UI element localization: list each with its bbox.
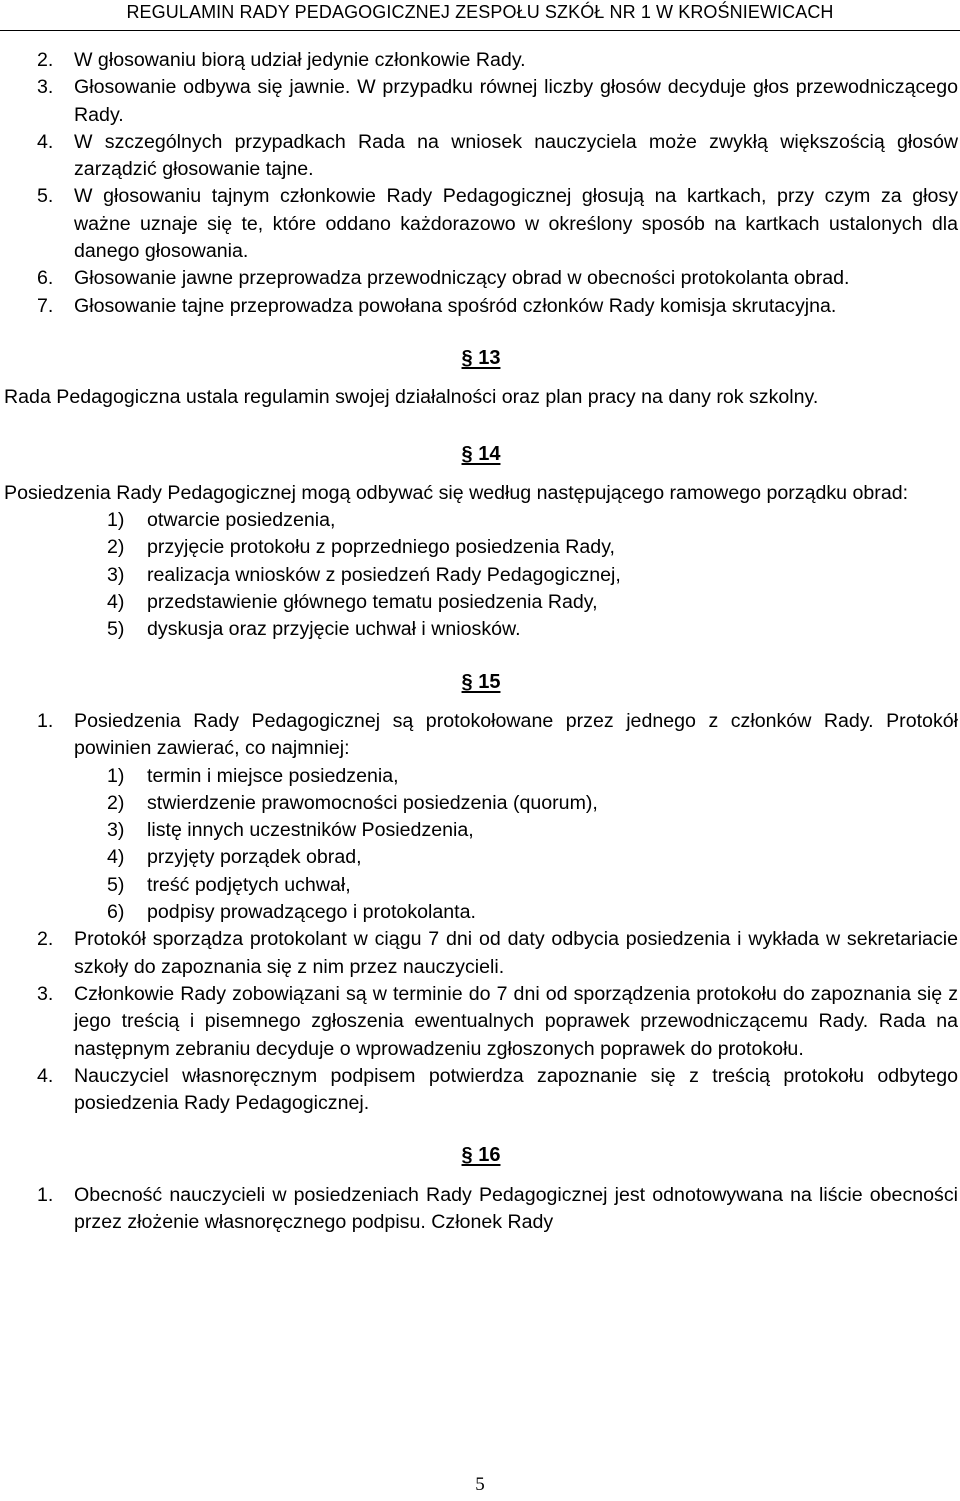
list-item: 4. W szczególnych przypadkach Rada na wniosek nauczyciela może zwykłą większością głosów zarządzić głosowanie tajne. <box>37 130 958 181</box>
list-item: 3) realizacja wniosków z posiedzeń Rady Pedagogicznej, <box>107 563 621 586</box>
list-item: 5. W głosowaniu tajnym członkowie Rady Pedagogicznej głosują na kartkach, przy czym za głosy ważne uznaje się te, które oddano każdorazowo w określony sposób na kartkach ustalonych dla danego głosowania. <box>37 185 958 263</box>
list-item: 4) przyjęty porządek obrad, <box>107 846 362 869</box>
section-14-text: Posiedzenia Rady Pedagogicznej mogą odbywać się według następującego ramowego porządku obrad: <box>4 481 909 504</box>
section-heading-15: § 15 <box>461 670 501 693</box>
protocol-contents-list <box>4 763 958 927</box>
section-13-text: Rada Pedagogiczna ustala regulamin swojej działalności oraz plan pracy na dany rok szkolny. <box>4 386 819 409</box>
list-item: 1. Obecność nauczycieli w posiedzeniach Rady Pedagogicznej jest odnotowywana na liście obecności przez złożenie własnoręcznego podpisu. Członek Rady <box>37 1183 958 1233</box>
list-item: 6) podpisy prowadzącego i protokolanta. <box>107 901 476 924</box>
list-item: 1) termin i miejsce posiedzenia, <box>107 764 399 787</box>
list-item: 2. W głosowaniu biorą udział jedynie członkowie Rady. <box>37 49 526 71</box>
list-item: 3. Głosowanie odbywa się jawnie. W przypadku równej liczby głosów decyduje głos przewodniczącego Rady. <box>37 76 958 126</box>
list-item: 7. Głosowanie tajne przeprowadza powołana spośród członków Rady komisja skrutacyjna. <box>37 294 837 317</box>
running-header: REGULAMIN RADY PEDAGOGICZNEJ ZESPOŁU SZKÓŁ NR 1 W KROŚNIEWICACH <box>126 2 834 22</box>
page-number: 5 <box>475 1474 485 1495</box>
header-rule <box>0 30 960 31</box>
list-item: 3) listę innych uczestników Posiedzenia, <box>107 819 474 842</box>
list-item: 5) dyskusja oraz przyjęcie uchwał i wniosków. <box>107 618 521 641</box>
list-item: 2. Protokół sporządza protokolant w ciągu 7 dni od daty odbycia posiedzenia i wykłada w sekretariacie szkoły do zapoznania się z nim przez nauczycieli. <box>37 928 958 978</box>
agenda-list <box>4 507 958 643</box>
list-item: 5) treść podjętych uchwał, <box>107 873 351 896</box>
section-heading-16: § 16 <box>461 1144 501 1167</box>
list-item: 4. Nauczyciel własnoręcznym podpisem potwierdza zapoznanie się z treścią protokołu odbytego posiedzenia Rady Pedagogicznej. <box>37 1064 958 1115</box>
list-item: 2) przyjęcie protokołu z poprzedniego posiedzenia Rady, <box>107 536 615 559</box>
list-item: 4) przedstawienie głównego tematu posiedzenia Rady, <box>107 591 598 614</box>
list-item: 1. Posiedzenia Rady Pedagogicznej są protokołowane przez jednego z członków Rady. Protokół powinien zawierać, co najmniej: <box>37 709 958 760</box>
voting-rules-list <box>4 47 958 320</box>
list-item: 6. Głosowanie jawne przeprowadza przewodniczący obrad w obecności protokolanta obrad. <box>37 267 850 290</box>
section-heading-14: § 14 <box>461 442 501 465</box>
list-item: 3. Członkowie Rady zobowiązani są w terminie do 7 dni od sporządzenia protokołu do zapoznania się z jego treścią i pisemnego zgłoszenia ewentualnych poprawek przewodniczącemu Rady. Rada na następnym zebraniu decyduje o wprowadzeniu zgłoszonych poprawek do protokołu. <box>37 982 958 1060</box>
section-heading-13: § 13 <box>461 346 501 369</box>
list-item: 2) stwierdzenie prawomocności posiedzenia (quorum), <box>107 791 598 814</box>
document-body <box>4 47 958 1236</box>
list-item: 1) otwarcie posiedzenia, <box>107 509 336 532</box>
